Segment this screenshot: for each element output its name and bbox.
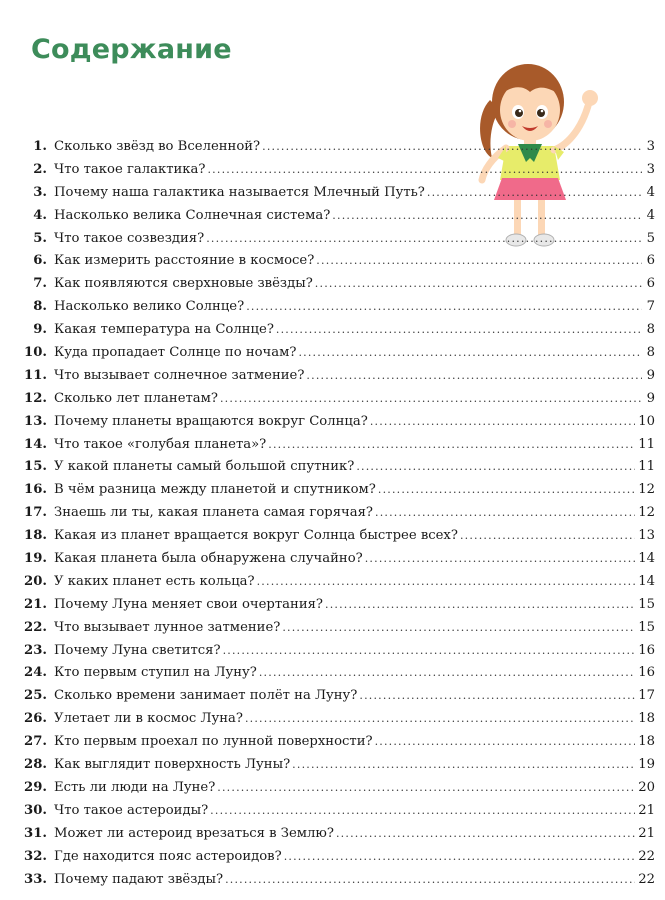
dot-leader — [262, 140, 642, 153]
toc-entry-number: 29. — [24, 779, 47, 795]
toc-entry-title: Кто первым проехал по лунной поверхности? — [54, 734, 373, 750]
dot-leader — [427, 186, 642, 199]
dot-leader — [336, 827, 635, 840]
toc-entry-number: 30. — [24, 802, 47, 818]
dot-leader — [257, 575, 636, 588]
toc-entry-title: Что такое астероиды? — [54, 802, 209, 818]
toc-entry-page: 15 — [638, 619, 655, 635]
toc-entry[interactable] — [14, 162, 655, 185]
toc-entry-title: Что такое созвездия? — [54, 230, 205, 246]
dot-leader — [375, 506, 635, 519]
toc-entry-number: 23. — [24, 642, 47, 658]
toc-entry-page: 4 — [646, 184, 655, 200]
toc-entry-title: Сколько времени занимает полёт на Луну? — [54, 688, 358, 704]
toc-entry-title: Что вызывает солнечное затмение? — [54, 367, 305, 383]
toc-entry[interactable] — [14, 482, 655, 505]
toc-entry-number: 16. — [24, 482, 47, 498]
toc-entry-page: 13 — [638, 528, 655, 544]
toc-entry-number: 8. — [33, 299, 47, 315]
toc-entry-title: Почему наша галактика называется Млечный Путь? — [54, 184, 425, 200]
toc-entry-title: Куда пропадает Солнце по ночам? — [54, 345, 297, 361]
toc-entry[interactable] — [14, 231, 655, 254]
toc-entry-title: Есть ли люди на Луне? — [54, 779, 216, 795]
toc-entry-title: Что такое «голубая планета»? — [54, 436, 267, 452]
toc-entry-title: Что такое галактика? — [54, 161, 206, 177]
toc-entry-title: Может ли астероид врезаться в Землю? — [54, 825, 334, 841]
toc-entry-number: 25. — [24, 688, 47, 704]
toc-entry[interactable] — [14, 368, 655, 391]
toc-entry[interactable] — [14, 345, 655, 368]
toc-entry-number: 26. — [24, 711, 47, 727]
toc-entry-title: Насколько велико Солнце? — [54, 299, 245, 315]
toc-entry-number: 22. — [24, 619, 47, 635]
toc-entry[interactable] — [14, 780, 655, 803]
dot-leader — [220, 392, 642, 405]
toc-entry-page: 3 — [646, 139, 655, 154]
toc-entry-title: Что вызывает лунное затмение? — [54, 619, 281, 635]
toc-entry-number: 21. — [24, 596, 47, 612]
toc-entry-title: Какая планета была обнаружена случайно? — [54, 551, 363, 567]
toc-entry-title: Кто первым ступил на Луну? — [54, 665, 257, 681]
toc-entry-title: Какая температура на Солнце? — [54, 322, 274, 338]
toc-entry[interactable] — [14, 551, 655, 574]
dot-leader — [217, 781, 635, 794]
toc-entry[interactable] — [14, 253, 655, 276]
toc-entry-page: 17 — [638, 688, 655, 704]
dot-leader — [276, 323, 642, 336]
dot-leader — [210, 804, 635, 817]
toc-entry-title: Сколько лет планетам? — [54, 390, 218, 406]
toc-entry-title: Почему планеты вращаются вокруг Солнца? — [54, 413, 368, 429]
toc-entry-title: Как измерить расстояние в космосе? — [54, 253, 315, 269]
toc-entry-page: 12 — [638, 505, 655, 521]
toc-entry-number: 24. — [24, 665, 47, 681]
toc-entry[interactable] — [14, 459, 655, 482]
toc-entry-page: 5 — [646, 230, 655, 246]
toc-entry-number: 13. — [24, 413, 47, 429]
toc-entry-page: 21 — [638, 825, 655, 841]
toc-entry-number: 15. — [24, 459, 47, 475]
toc-entry[interactable] — [14, 208, 655, 231]
toc-entry-page: 18 — [638, 711, 655, 727]
toc-entry-number: 10. — [24, 345, 47, 361]
toc-entry-page: 22 — [638, 848, 655, 864]
toc-entry[interactable] — [14, 391, 655, 414]
toc-entry-title: Какая из планет вращается вокруг Солнца быстрее всех? — [54, 528, 458, 544]
dot-leader — [292, 758, 635, 771]
dot-leader — [282, 621, 635, 634]
toc-entry-page: 22 — [638, 871, 655, 887]
toc-entry-number: 27. — [24, 734, 47, 750]
toc-entry-number: 17. — [24, 505, 47, 521]
dot-leader — [375, 735, 636, 748]
toc-entry[interactable] — [14, 803, 655, 826]
dot-leader — [325, 598, 635, 611]
toc-entry-page: 11 — [638, 436, 655, 452]
toc-entry-page: 14 — [638, 551, 655, 567]
toc-entry[interactable] — [14, 757, 655, 780]
toc-entry-page: 19 — [638, 757, 655, 773]
toc-entry-title: У какой планеты самый большой спутник? — [54, 459, 355, 475]
toc-entry-title: В чём разница между планетой и спутником? — [54, 482, 376, 498]
toc-entry[interactable] — [14, 620, 655, 643]
toc-entry[interactable] — [14, 665, 655, 688]
dot-leader — [298, 346, 642, 359]
dot-leader — [245, 712, 635, 725]
toc-entry-title: Где находится пояс астероидов? — [54, 848, 282, 864]
toc-entry-number: 33. — [24, 871, 47, 887]
dot-leader — [284, 850, 636, 863]
toc-entry-number: 5. — [33, 230, 47, 246]
toc-entry[interactable] — [14, 414, 655, 437]
dot-leader — [370, 415, 635, 428]
toc-entry-title: Улетает ли в космос Луна? — [54, 711, 243, 727]
toc-entry-page: 11 — [638, 459, 655, 475]
toc-entry[interactable] — [14, 299, 655, 322]
toc-entry-page: 12 — [638, 482, 655, 498]
toc-entry-number: 28. — [24, 757, 47, 773]
dot-leader — [332, 209, 642, 222]
toc-entry[interactable] — [14, 872, 655, 895]
toc-entry[interactable] — [14, 276, 655, 299]
toc-entry-page: 3 — [646, 161, 655, 177]
toc-entry-number: 18. — [24, 528, 47, 544]
toc-entry[interactable] — [14, 597, 655, 620]
toc-entry[interactable] — [14, 711, 655, 734]
dot-leader — [268, 438, 635, 451]
toc-entry[interactable] — [14, 437, 655, 460]
toc-entry-page: 9 — [646, 367, 655, 383]
toc-entry-number: 20. — [24, 573, 47, 589]
dot-leader — [315, 277, 642, 290]
toc-entry-page: 16 — [638, 665, 655, 681]
dot-leader — [207, 163, 642, 176]
toc-entry-number: 19. — [24, 551, 47, 567]
toc-entry-number: 2. — [33, 161, 47, 177]
dot-leader — [359, 689, 635, 702]
toc-entry-number: 9. — [33, 322, 47, 338]
dot-leader — [206, 232, 642, 245]
toc-entry[interactable] — [14, 139, 655, 162]
toc-entry-page: 6 — [646, 253, 655, 269]
toc-entry-title: Почему Луна меняет свои очертания? — [54, 596, 324, 612]
toc-entry-page: 4 — [646, 207, 655, 223]
toc-entry-page: 8 — [646, 322, 655, 338]
toc-entry-number: 3. — [33, 184, 47, 200]
toc-entry-title: Как появляются сверхновые звёзды? — [54, 276, 313, 292]
toc-entry-number: 7. — [33, 276, 47, 292]
toc-entry-page: 10 — [638, 413, 655, 429]
toc-entry-page: 16 — [638, 642, 655, 658]
toc-entry-title: Почему падают звёзды? — [54, 871, 224, 887]
table-of-contents — [14, 139, 655, 894]
toc-entry[interactable] — [14, 574, 655, 597]
toc-entry-page: 7 — [646, 299, 655, 315]
dot-leader — [259, 666, 635, 679]
toc-entry[interactable] — [14, 734, 655, 757]
toc-entry-page: 8 — [646, 345, 655, 361]
toc-entry-number: 11. — [24, 367, 47, 383]
dot-leader — [378, 483, 635, 496]
dot-leader — [306, 369, 642, 382]
toc-entry[interactable] — [14, 185, 655, 208]
toc-entry-page: 15 — [638, 596, 655, 612]
toc-entry-page: 18 — [638, 734, 655, 750]
dot-leader — [365, 552, 635, 565]
toc-entry-number: 6. — [33, 253, 47, 269]
toc-entry-title: Насколько велика Солнечная система? — [54, 207, 331, 223]
dot-leader — [246, 300, 642, 313]
toc-entry-title: Почему Луна светится? — [54, 642, 221, 658]
toc-entry-title: У каких планет есть кольца? — [54, 573, 255, 589]
toc-entry-number: 4. — [33, 207, 47, 223]
toc-entry[interactable] — [14, 528, 655, 551]
page-title: Содержание — [31, 34, 232, 65]
toc-entry-number: 32. — [24, 848, 47, 864]
toc-entry-number: 14. — [24, 436, 47, 452]
dot-leader — [225, 873, 635, 886]
toc-entry-page: 14 — [638, 573, 655, 589]
toc-entry-number: 12. — [24, 390, 47, 406]
toc-entry-number: 1. — [33, 139, 47, 154]
toc-entry-number: 31. — [24, 825, 47, 841]
toc-entry-title: Знаешь ли ты, какая планета самая горячая? — [54, 505, 373, 521]
toc-entry-page: 21 — [638, 802, 655, 818]
dot-leader — [356, 460, 635, 473]
toc-entry-title: Как выглядит поверхность Луны? — [54, 757, 291, 773]
toc-entry[interactable] — [14, 849, 655, 872]
toc-entry[interactable] — [14, 643, 655, 666]
toc-entry[interactable] — [14, 826, 655, 849]
toc-entry[interactable] — [14, 688, 655, 711]
toc-entry[interactable] — [14, 505, 655, 528]
dot-leader — [460, 529, 635, 542]
dot-leader — [223, 644, 636, 657]
dot-leader — [316, 254, 642, 267]
toc-entry-page: 20 — [638, 779, 655, 795]
toc-entry-page: 6 — [646, 276, 655, 292]
toc-entry-page: 9 — [646, 390, 655, 406]
toc-entry[interactable] — [14, 322, 655, 345]
toc-entry-title: Сколько звёзд во Вселенной? — [54, 139, 261, 154]
